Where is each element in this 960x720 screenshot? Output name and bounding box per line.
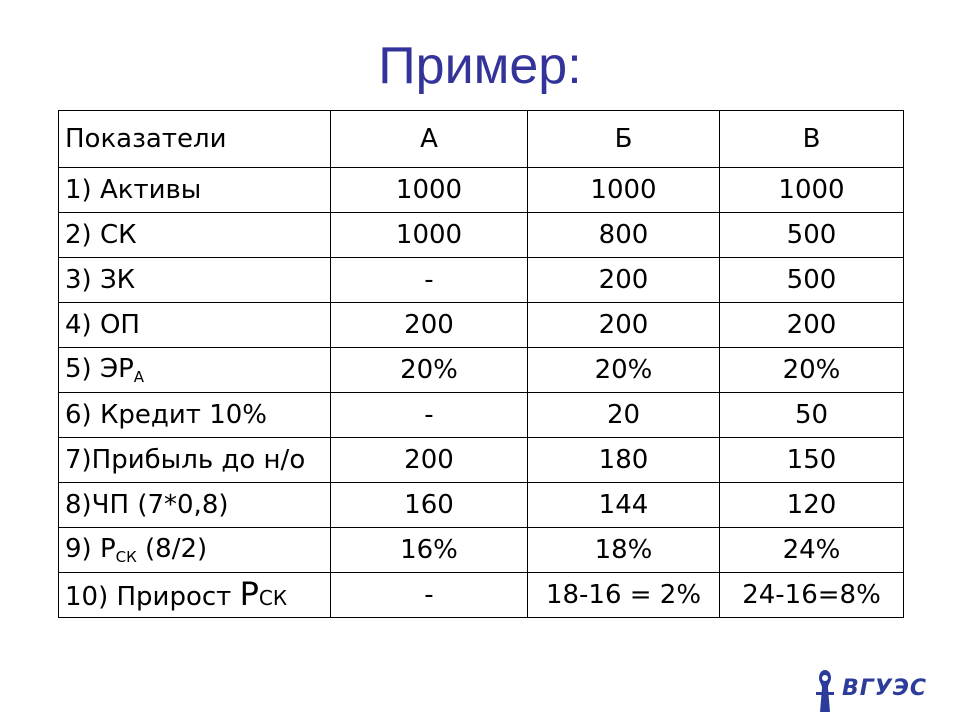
cell-a: 1000 — [331, 168, 528, 213]
cell-c: 50 — [720, 393, 904, 438]
table-row — [59, 483, 904, 528]
cell-b: 180 — [528, 438, 720, 483]
cell-a: - — [331, 393, 528, 438]
header-indicators: Показатели — [59, 111, 331, 168]
cell-b: 200 — [528, 303, 720, 348]
row-label-symbol: Р — [239, 575, 259, 614]
table-row — [59, 528, 904, 573]
header-c: В — [720, 111, 904, 168]
row-label: 3) ЗК — [59, 258, 331, 303]
logo-text: ВГУЭС — [842, 676, 928, 701]
row-label-suffix: (8/2) — [136, 533, 208, 564]
cell-b: 1000 — [528, 168, 720, 213]
indicators-table — [58, 110, 904, 618]
logo — [812, 668, 927, 716]
row-label-subscript: СК — [258, 586, 288, 611]
table-row — [59, 573, 904, 618]
table-row — [59, 348, 904, 393]
cell-a: 20% — [331, 348, 528, 393]
cell-b: 800 — [528, 213, 720, 258]
row-label: 8)ЧП (7*0,8) — [59, 483, 331, 528]
cell-b: 20% — [528, 348, 720, 393]
cell-b: 18-16 = 2% — [528, 573, 720, 618]
cell-b: 200 — [528, 258, 720, 303]
cell-a: 200 — [331, 438, 528, 483]
table-row — [59, 168, 904, 213]
cell-c: 500 — [720, 213, 904, 258]
row-label-main: 10) Прирост — [65, 582, 240, 613]
cell-b: 18% — [528, 528, 720, 573]
table-row — [59, 303, 904, 348]
row-label — [59, 573, 331, 618]
cell-b: 20 — [528, 393, 720, 438]
cell-c: 24-16=8% — [720, 573, 904, 618]
cell-a: 200 — [331, 303, 528, 348]
header-b: Б — [528, 111, 720, 168]
header-a: А — [331, 111, 528, 168]
table-header-row — [59, 111, 904, 168]
table-row — [59, 213, 904, 258]
row-label: 4) ОП — [59, 303, 331, 348]
row-label: 1) Активы — [59, 168, 331, 213]
table-row — [59, 258, 904, 303]
cell-c: 20% — [720, 348, 904, 393]
table-row — [59, 438, 904, 483]
row-label-subscript: А — [133, 367, 145, 386]
cell-c: 200 — [720, 303, 904, 348]
table-row — [59, 393, 904, 438]
cell-c: 150 — [720, 438, 904, 483]
cell-a: 1000 — [331, 213, 528, 258]
cell-c: 120 — [720, 483, 904, 528]
row-label — [59, 528, 331, 573]
cell-c: 500 — [720, 258, 904, 303]
cell-b: 144 — [528, 483, 720, 528]
cell-a: 16% — [331, 528, 528, 573]
row-label: 6) Кредит 10% — [59, 393, 331, 438]
cell-a: 160 — [331, 483, 528, 528]
cell-c: 1000 — [720, 168, 904, 213]
page-title: Пример: — [378, 37, 582, 95]
cell-a: - — [331, 573, 528, 618]
row-label-main: 5) ЭР — [65, 353, 134, 384]
row-label: 2) СК — [59, 213, 331, 258]
university-emblem-icon — [812, 668, 838, 716]
row-label — [59, 348, 331, 393]
row-label-subscript: СК — [115, 547, 137, 566]
row-label: 7)Прибыль до н/о — [59, 438, 331, 483]
cell-c: 24% — [720, 528, 904, 573]
row-label-main: 9) Р — [65, 533, 116, 564]
cell-a: - — [331, 258, 528, 303]
